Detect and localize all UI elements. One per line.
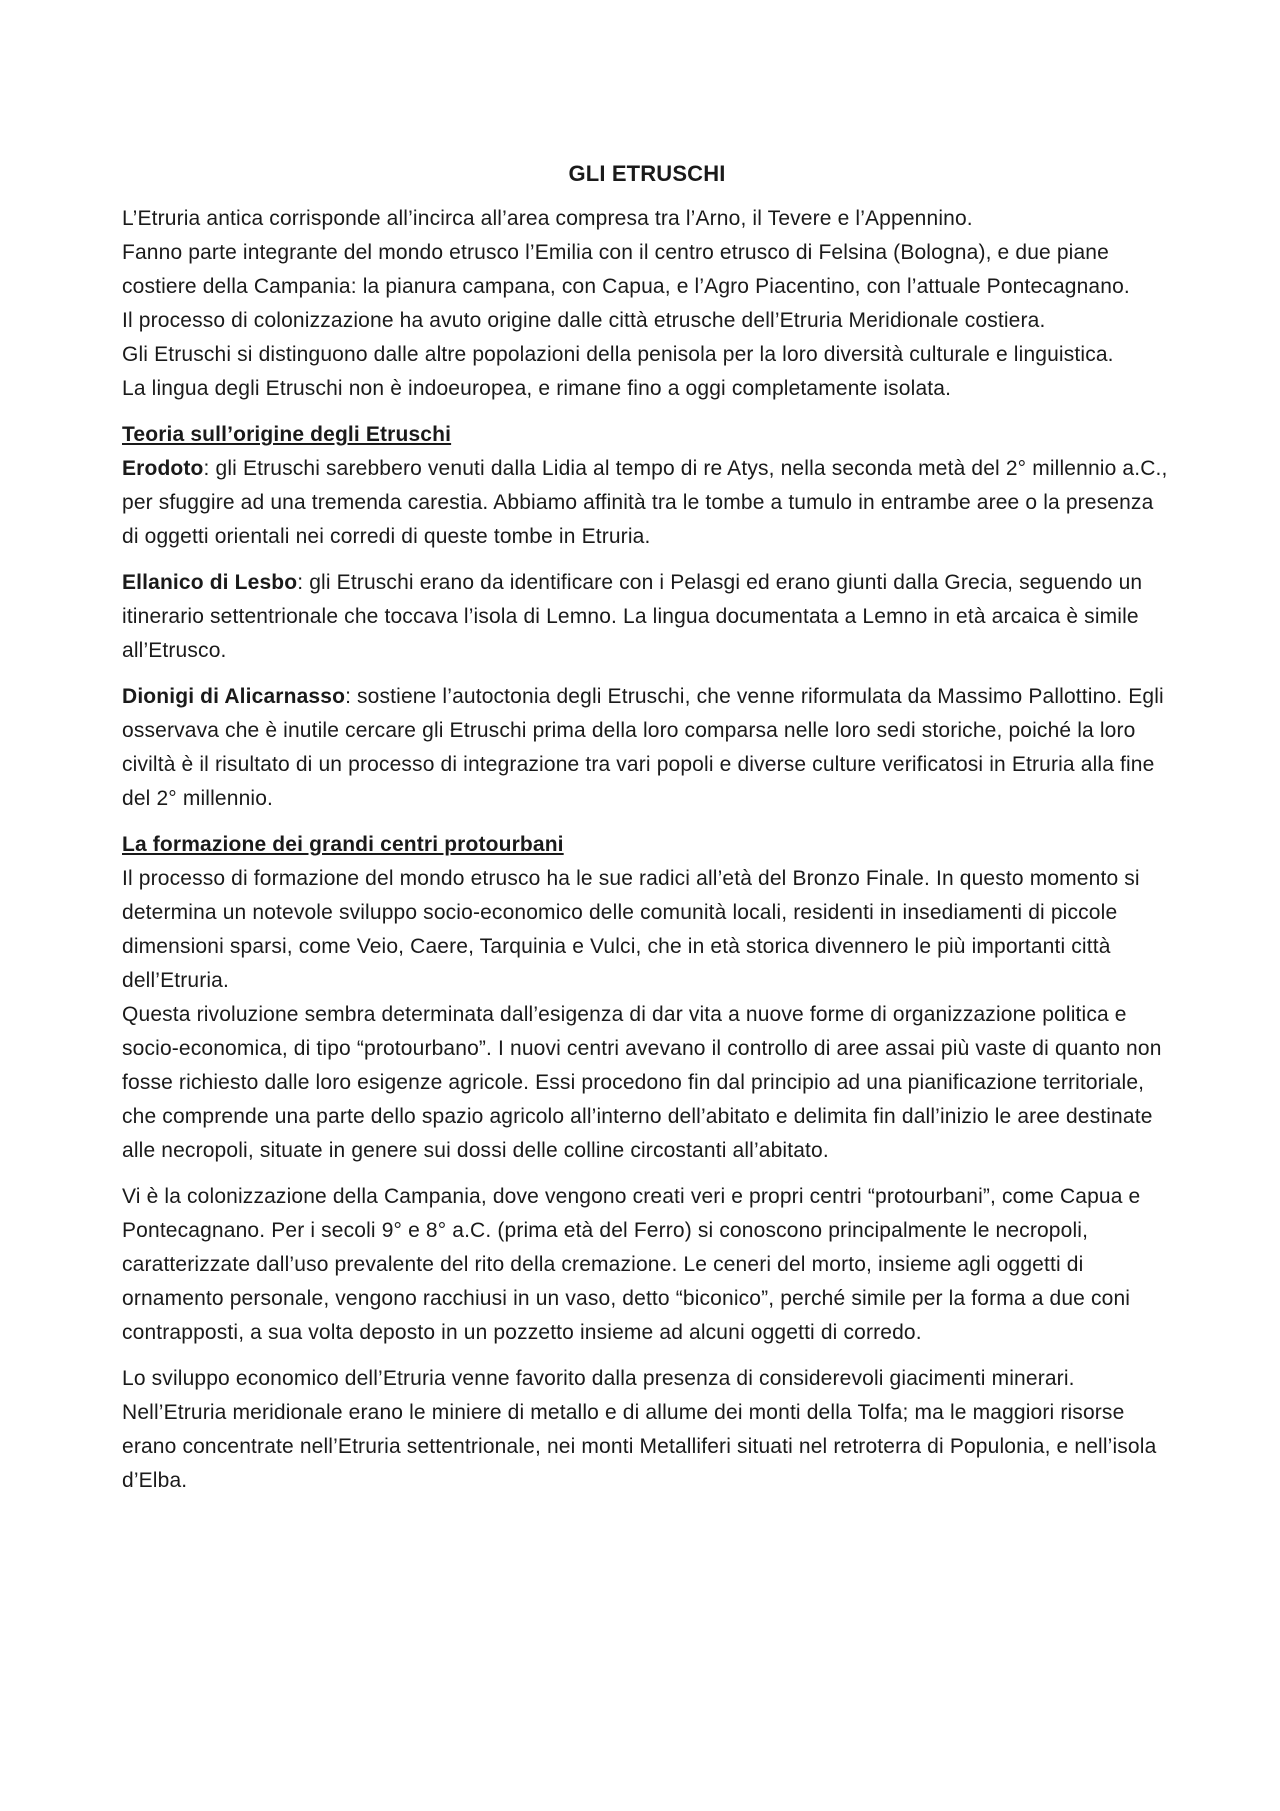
paragraph-text: : sostiene l’autoctonia degli Etruschi, che venne riformulata da Massimo Pallottino. Egli osservava che è inutile cercare gli Etruschi prima della loro comparsa nelle loro sedi storiche, poiché la loro civiltà è il risultato di un processo di integrazione tra vari popoli e diverse culture verificatosi in Etruria alla fine del 2° millennio. <box>122 685 1164 810</box>
paragraph-dionigi <box>122 680 1172 816</box>
paragraph-economy: Lo sviluppo economico dell’Etruria venne favorito dalla presenza di considerevoli giacimenti minerari. Nell’Etruria meridionale erano le miniere di metallo e di allume dei monti della Tolfa; ma le maggiori risorse erano concentrate nell’Etruria settentrionale, nei monti Metalliferi situati nel retroterra di Populonia, e nell’isola d’Elba. <box>122 1367 1157 1492</box>
paragraph-text: : gli Etruschi sarebbero venuti dalla Lidia al tempo di re Atys, nella seconda metà del 2° millennio a.C., per sfuggire ad una tremenda carestia. Abbiamo affinità tra le tombe a tumulo in entrambe aree o la presenza di oggetti orientali nei corredi di queste tombe in Etruria. <box>122 457 1168 548</box>
author-label-dionigi: Dionigi di Alicarnasso <box>122 685 346 708</box>
intro-line: L’Etruria antica corrisponde all’incirca all’area compresa tra l’Arno, il Tevere e l’Appennino. <box>122 207 973 230</box>
intro-paragraph <box>122 202 1172 406</box>
section-centers-heading-block <box>122 828 1172 862</box>
paragraph-erodoto <box>122 452 1172 554</box>
paragraph-ellanico <box>122 566 1172 668</box>
paragraph-text: : gli Etruschi erano da identificare con i Pelasgi ed erano giunti dalla Grecia, seguendo un itinerario settentrionale che toccava l’isola di Lemno. La lingua documentata a Lemno in età arcaica è simile all’Etrusco. <box>122 571 1143 662</box>
intro-line: Gli Etruschi si distinguono dalle altre popolazioni della penisola per la loro diversità culturale e linguistica. <box>122 343 1114 366</box>
intro-line: Fanno parte integrante del mondo etrusco l’Emilia con il centro etrusco di Felsina (Bologna), e due piane costiere della Campania: la pianura campana, con Capua, e l’Agro Piacentino, con l’attuale Pontecagnano. <box>122 241 1130 298</box>
section-heading-origin: Teoria sull’origine degli Etruschi <box>122 423 452 446</box>
document-body <box>122 158 1172 1510</box>
author-label-ellanico: Ellanico di Lesbo <box>122 571 298 594</box>
paragraph-revolution: Questa rivoluzione sembra determinata dall’esigenza di dar vita a nuove forme di organizzazione politica e socio-economica, di tipo “protourbano”. I nuovi centri avevano il controllo di aree assai più vaste di quanto non fosse richiesto dalle loro esigenze agricole. Essi procedono fin dal principio ad una pianificazione territoriale, che comprende una parte dello spazio agricolo all’interno dell’abitato e delimita fin dall’inizio le aree destinate alle necropoli, situate in genere sui dossi delle colline circostanti all’abitato. <box>122 1003 1162 1162</box>
page-title: GLI ETRUSCHI <box>568 161 726 186</box>
paragraph-campania: Vi è la colonizzazione della Campania, dove vengono creati veri e propri centri “protourbani”, come Capua e Pontecagnano. Per i secoli 9° e 8° a.C. (prima età del Ferro) si conoscono principalmente le necropoli, caratterizzate dall’uso prevalente del rito della cremazione. Le ceneri del morto, insieme agli oggetti di ornamento personale, vengono racchiusi in un vaso, detto “biconico”, perché simile per la forma a due coni contrapposti, a sua volta deposto in un pozzetto insieme ad alcuni oggetti di corredo. <box>122 1185 1141 1344</box>
section-heading-centers: La formazione dei grandi centri protourbani <box>122 833 564 856</box>
intro-line: Il processo di colonizzazione ha avuto origine dalle città etrusche dell’Etruria Meridionale costiera. <box>122 309 1046 332</box>
paragraph-bronze-age: Il processo di formazione del mondo etrusco ha le sue radici all’età del Bronzo Finale. In questo momento si determina un notevole sviluppo socio-economico delle comunità locali, residenti in insediamenti di piccole dimensioni sparsi, come Veio, Caere, Tarquinia e Vulci, che in età storica divennero le più importanti città dell’Etruria. <box>122 867 1140 992</box>
section-origin-heading-block <box>122 418 1172 452</box>
author-label-erodoto: Erodoto <box>122 457 204 480</box>
intro-line: La lingua degli Etruschi non è indoeuropea, e rimane fino a oggi completamente isolata. <box>122 377 952 400</box>
